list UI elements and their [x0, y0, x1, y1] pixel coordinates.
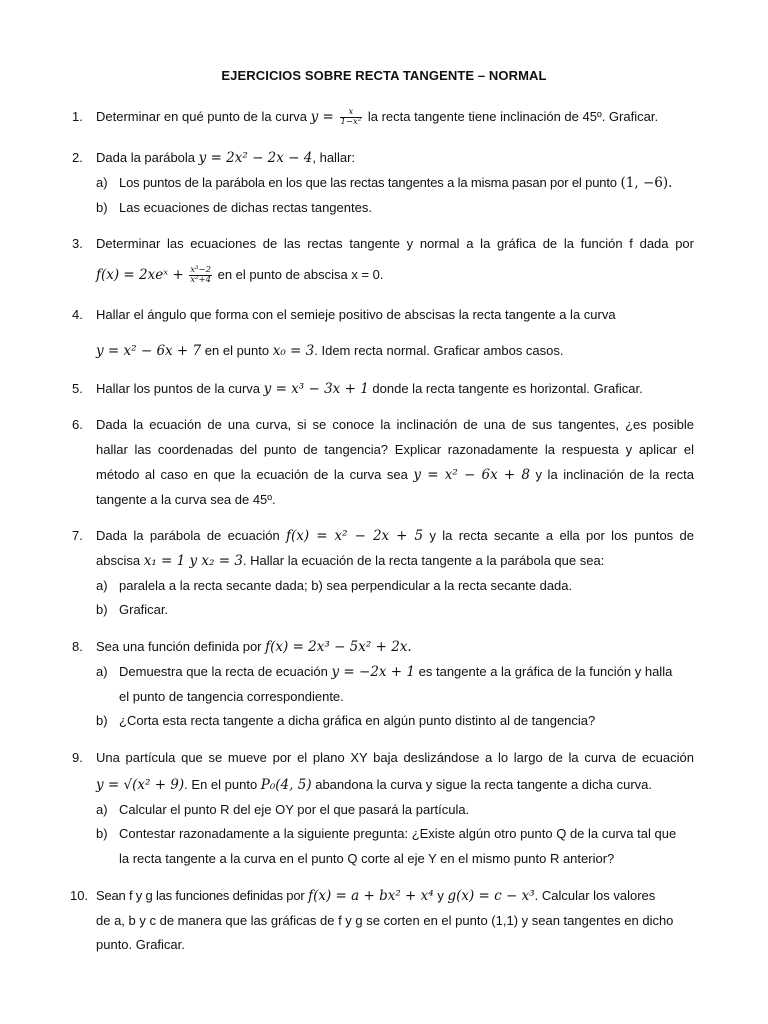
exercise-10-line3: punto. Graficar.	[96, 937, 185, 952]
exercise-8a-label: a)	[96, 664, 108, 679]
exercise-7a-text: paralela a la recta secante dada; b) sea perpendicular a la recta secante dada.	[119, 578, 573, 593]
exercise-8a-text: Demuestra que la recta de ecuación y = −2x + 1 es tangente a la gráfica de la función y halla	[119, 664, 673, 680]
exercise-3-line1: Determinar las ecuaciones de las rectas tangente y normal a la gráfica de la función f dada por	[96, 236, 694, 251]
exercise-8b-text: ¿Corta esta recta tangente a dicha gráfica en algún punto distinto al de tangencia?	[119, 713, 596, 728]
exercise-6-line2: hallar las coordenadas del punto de tangencia? Explicar razonadamente la respuesta y aplicar el	[96, 442, 694, 457]
exercise-8-number: 8.	[72, 639, 83, 654]
exercise-1-math: y =	[310, 109, 334, 125]
exercise-5-text: Hallar los puntos de la curva y = x³ − 3x + 1 donde la recta tangente es horizontal. Graficar.	[96, 381, 643, 397]
exercise-2a-text: Los puntos de la parábola en los que las rectas tangentes a la misma pasan por el punto (1, −6).	[119, 175, 673, 191]
exercise-9b-label: b)	[96, 826, 108, 841]
exercise-9b-line2: la recta tangente a la curva en el punto Q corte al eje Y en el mismo punto R anterior?	[119, 851, 615, 866]
exercise-2b-text: Las ecuaciones de dichas rectas tangentes.	[119, 200, 372, 215]
exercise-8b-label: b)	[96, 713, 108, 728]
exercise-10-line1: Sean f y g las funciones definidas por f(x) = a + bx² + x⁴ y g(x) = c − x³. Calcular los valores	[96, 888, 656, 904]
exercise-6-line4: tangente a la curva sea de 45º.	[96, 492, 276, 507]
exercise-7a-label: a)	[96, 578, 108, 593]
exercise-7-line2: abscisa x₁ = 1 y x₂ = 3. Hallar la ecuación de la recta tangente a la parábola que sea:	[96, 553, 605, 569]
exercise-10-number: 10.	[70, 888, 89, 903]
exercise-7b-text: Graficar.	[119, 602, 169, 617]
exercise-1-number: 1.	[72, 109, 83, 124]
exercise-5-number: 5.	[72, 381, 83, 396]
exercise-2a-label: a)	[96, 175, 108, 190]
exercise-6-number: 6.	[72, 417, 83, 432]
exercise-1-text: Determinar en qué punto de la curva y = $\frac{x}{\text{1−x²}}$ la recta tangente tiene inclinación de 45º. Graficar.	[96, 107, 659, 128]
exercise-9b-line1: Contestar razonadamente a la siguiente pregunta: ¿Existe algún otro punto Q de la curva tal que	[119, 826, 677, 841]
exercise-7b-label: b)	[96, 602, 108, 617]
exercise-9-line2: y = √(x² + 9). En el punto P₀(4, 5) abandona la curva y sigue la recta tangente a dicha curva.	[96, 777, 652, 793]
exercise-2b-label: b)	[96, 200, 108, 215]
exercise-9-number: 9.	[72, 750, 83, 765]
exercise-4-line1: Hallar el ángulo que forma con el semieje positivo de abscisas la recta tangente a la curva	[96, 307, 616, 322]
exercise-9-line1: Una partícula que se mueve por el plano XY baja deslizándose a lo largo de la curva de ecuación	[96, 750, 694, 765]
exercise-2-text: Dada la parábola y = 2x² − 2x − 4, hallar:	[96, 150, 356, 166]
exercise-7-line1: Dada la parábola de ecuación f(x) = x² − 2x + 5 y la recta secante a ella por los puntos de	[96, 528, 694, 544]
exercise-8-text: Sea una función definida por f(x) = 2x³ − 5x² + 2x.	[96, 639, 412, 655]
exercise-3-number: 3.	[72, 236, 83, 251]
exercise-7-number: 7.	[72, 528, 83, 543]
exercise-3-line2: f(x) = 2xeˣ + $\frac{\text{x³−2}}{\text{x²+4}}$ en el punto de abscisa x = 0.	[96, 265, 384, 286]
exercise-6-line1: Dada la ecuación de una curva, si se conoce la inclinación de una de sus tangentes, ¿es posible	[96, 417, 694, 432]
exercise-2-number: 2.	[72, 150, 83, 165]
exercise-8a-line2: el punto de tangencia correspondiente.	[119, 689, 344, 704]
exercise-9a-label: a)	[96, 802, 108, 817]
page-title: EJERCICIOS SOBRE RECTA TANGENTE – NORMAL	[221, 68, 547, 83]
exercise-4-line2: y = x² − 6x + 7 en el punto x₀ = 3. Idem recta normal. Graficar ambos casos.	[96, 343, 564, 359]
exercise-1-fraction: $\frac{x}{\text{1−x²}}$	[340, 107, 362, 128]
exercise-4-number: 4.	[72, 307, 83, 322]
exercise-9a-text: Calcular el punto R del eje OY por el que pasará la partícula.	[119, 802, 470, 817]
exercise-10-line2: de a, b y c de manera que las gráficas de f y g se corten en el punto (1,1) y sean tangentes en dicho	[96, 913, 674, 928]
exercise-6-line3: método al caso en que la ecuación de la curva sea y = x² − 6x + 8 y la inclinación de la recta	[96, 467, 694, 483]
